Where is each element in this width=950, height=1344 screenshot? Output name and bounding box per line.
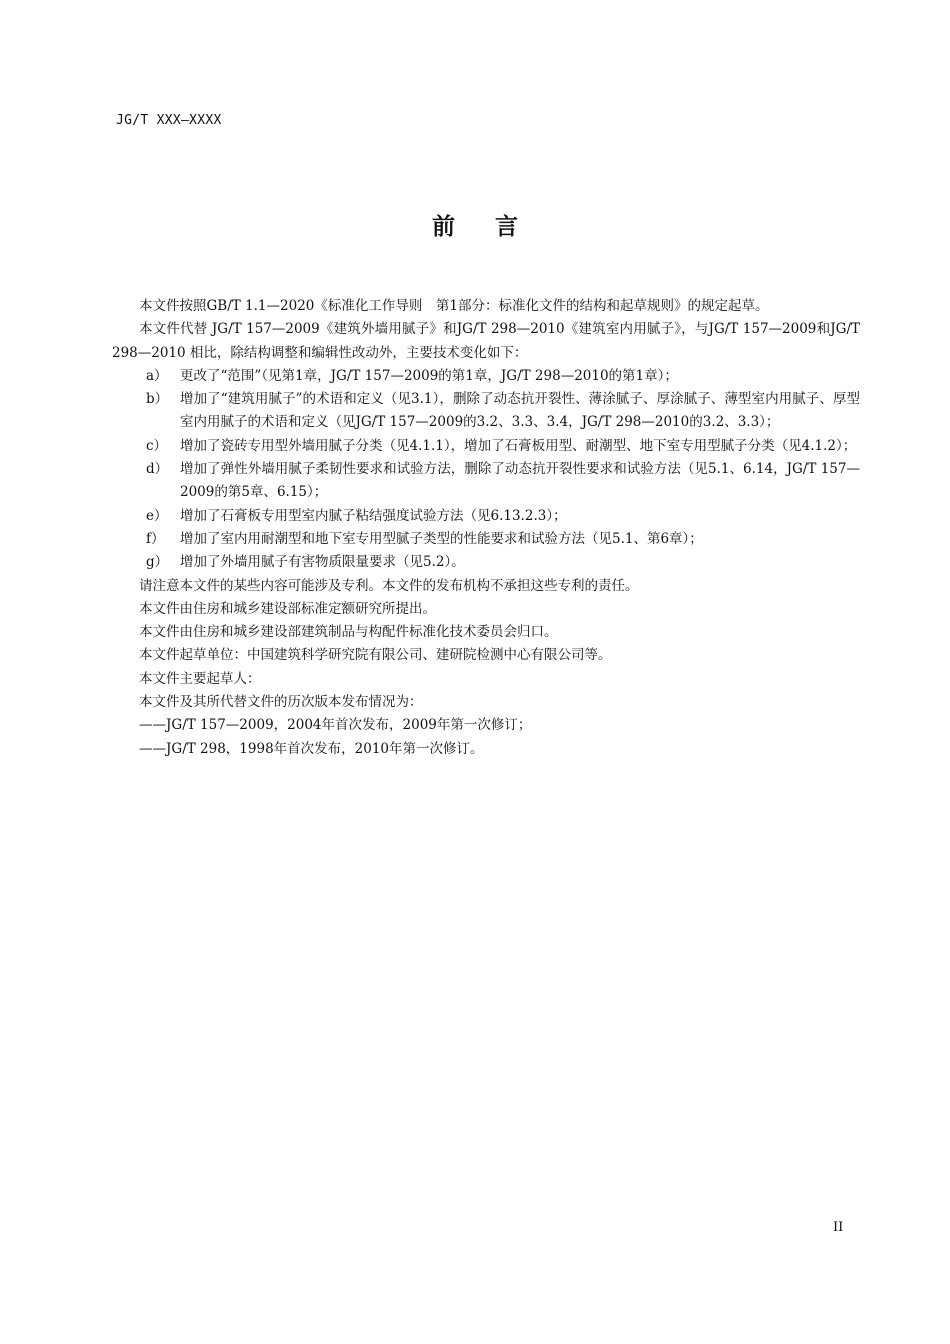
patent-notice: 请注意本文件的某些内容可能涉及专利。本文件的发布机构不承担这些专利的责任。 (139, 577, 639, 594)
document-code-header: JG/T XXX—XXXX (116, 113, 222, 128)
list-item (112, 365, 860, 388)
foreword-body (112, 295, 860, 761)
list-item-text: 增加了石膏板专用型室内腻子粘结强度试验方法（见6.13.2.3）； (180, 507, 567, 524)
page-title: 前言 (432, 214, 558, 240)
list-item (112, 551, 860, 574)
list-item (112, 505, 860, 528)
list-item-label: f） (146, 530, 165, 547)
page-number: II (833, 1220, 844, 1235)
list-item-text: 增加了外墙用腻子有害物质限量要求（见5.2）。 (180, 554, 465, 571)
version-history-item: ——JG/T 298，1998年首次发布，2010年第一次修订。 (139, 740, 484, 757)
list-item-text: 更改了“范围”（见第1章，JG/T 157—2009的第1章，JG/T 298—2010的第1章）； (180, 367, 678, 384)
list-item (112, 458, 860, 505)
list-item (112, 388, 860, 435)
list-item (112, 528, 860, 551)
list-item-label: a） (146, 367, 168, 384)
proposer: 本文件由住房和城乡建设部标准定额研究所提出。 (139, 600, 436, 617)
list-item-label: c） (146, 437, 168, 454)
version-history-intro: 本文件及其所代替文件的历次版本发布情况为： (139, 694, 423, 711)
list-item-label: g） (146, 554, 169, 571)
version-history-item: ——JG/T 157—2009，2004年首次发布，2009年第一次修订； (139, 717, 532, 734)
list-item-text: 增加了室内用耐潮型和地下室专用型腻子类型的性能要求和试验方法（见5.1、第6章）； (180, 530, 703, 547)
list-item-text: 增加了弹性外墙用腻子柔韧性要求和试验方法，删除了动态抗开裂性要求和试验方法（见5.1、6.14，JG/T 157—2009的第5章、6.15）； (180, 461, 860, 501)
technical-committee: 本文件由住房和城乡建设部建筑制品与构配件标准化技术委员会归口。 (139, 624, 558, 641)
drafters: 本文件主要起草人： (139, 670, 261, 687)
list-item-text: 增加了“建筑用腻子”的术语和定义（见3.1），删除了动态抗开裂性、薄涂腻子、厚涂腻子、薄型室内用腻子、厚型室内用腻子的术语和定义（见JG/T 157—2009的3.2、3.3、3.4，JG/T 298—2010的3.2、3.3）； (180, 391, 860, 431)
paragraph: 本文件代替 JG/T 157—2009《建筑外墙用腻子》和JG/T 298—2010《建筑室内用腻子》，与JG/T 157—2009和JG/T 298—2010 相比，除结构调整和编辑性改动外，主要技术变化如下： (112, 321, 860, 361)
paragraph: 本文件按照GB/T 1.1—2020《标准化工作导则 第1部分：标准化文件的结构和起草规则》的规定起草。 (139, 298, 769, 314)
drafting-organizations: 本文件起草单位：中国建筑科学研究院有限公司、建研院检测中心有限公司等。 (139, 647, 612, 664)
list-item-label: b） (146, 391, 169, 408)
list-item (112, 435, 860, 458)
list-item-label: d） (146, 461, 169, 478)
list-item-label: e） (146, 507, 168, 524)
list-item-text: 增加了瓷砖专用型外墙用腻子分类（见4.1.1），增加了石膏板用型、耐潮型、地下室专用型腻子分类（见4.1.2）； (180, 437, 857, 454)
